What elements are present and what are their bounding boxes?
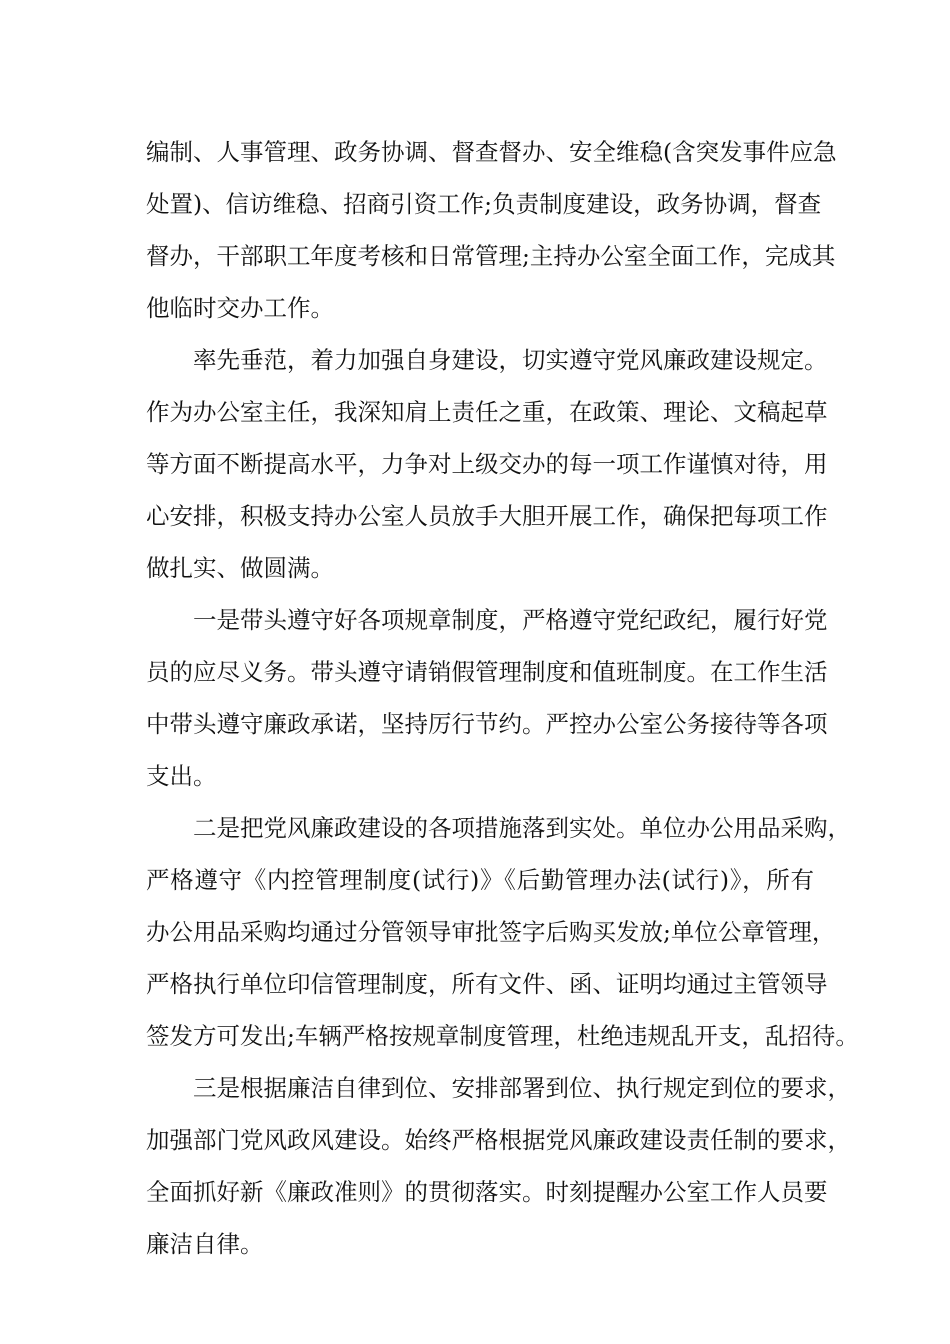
text-line: 办公用品采购均通过分管领导审批签字后购买发放;单位公章管理， <box>146 918 836 946</box>
paragraph <box>146 126 837 334</box>
paragraph <box>146 1062 851 1270</box>
text-line: 中带头遵守廉政承诺，坚持厉行节约。严控办公室公务接待等各项 <box>146 710 828 738</box>
text-line: 支出。 <box>146 762 217 790</box>
text-line: 三是根据廉洁自律到位、安排部署到位、执行规定到位的要求， <box>193 1074 851 1102</box>
text-line: 处置)、信访维稳、招商引资工作;负责制度建设，政务协调，督查 <box>146 190 822 218</box>
text-line: 加强部门党风政风建设。始终严格根据党风廉政建设责任制的要求， <box>146 1126 851 1154</box>
text-line: 廉洁自律。 <box>146 1230 264 1258</box>
text-line: 严格遵守《内控管理制度(试行)》《后勤管理办法(试行)》，所有 <box>146 866 814 894</box>
text-line: 一是带头遵守好各项规章制度，严格遵守党纪政纪，履行好党 <box>193 606 828 634</box>
paragraph <box>146 802 859 1062</box>
document-body <box>146 126 859 1270</box>
text-line: 心安排，积极支持办公室人员放手大胆开展工作，确保把每项工作 <box>146 502 828 530</box>
text-line: 他临时交办工作。 <box>146 294 334 322</box>
text-line: 全面抓好新《廉政准则》的贯彻落实。时刻提醒办公室工作人员要 <box>146 1178 828 1206</box>
text-line: 率先垂范，着力加强自身建设，切实遵守党风廉政建设规定。 <box>193 346 828 374</box>
text-line: 做扎实、做圆满。 <box>146 554 334 582</box>
text-line: 编制、人事管理、政务协调、督查督办、安全维稳(含突发事件应急 <box>146 138 837 166</box>
text-line: 员的应尽义务。带头遵守请销假管理制度和值班制度。在工作生活 <box>146 658 828 686</box>
text-line: 二是把党风廉政建设的各项措施落到实处。单位办公用品采购， <box>193 814 851 842</box>
text-line: 签发方可发出;车辆严格按规章制度管理，杜绝违规乱开支，乱招待。 <box>146 1022 859 1050</box>
paragraph <box>146 334 828 594</box>
text-line: 督办，干部职工年度考核和日常管理;主持办公室全面工作，完成其 <box>146 242 836 270</box>
text-line: 严格执行单位印信管理制度，所有文件、函、证明均通过主管领导 <box>146 970 828 998</box>
paragraph <box>146 594 828 802</box>
text-line: 等方面不断提高水平，力争对上级交办的每一项工作谨慎对待，用 <box>146 450 828 478</box>
text-line: 作为办公室主任，我深知肩上责任之重，在政策、理论、文稿起草 <box>146 398 828 426</box>
